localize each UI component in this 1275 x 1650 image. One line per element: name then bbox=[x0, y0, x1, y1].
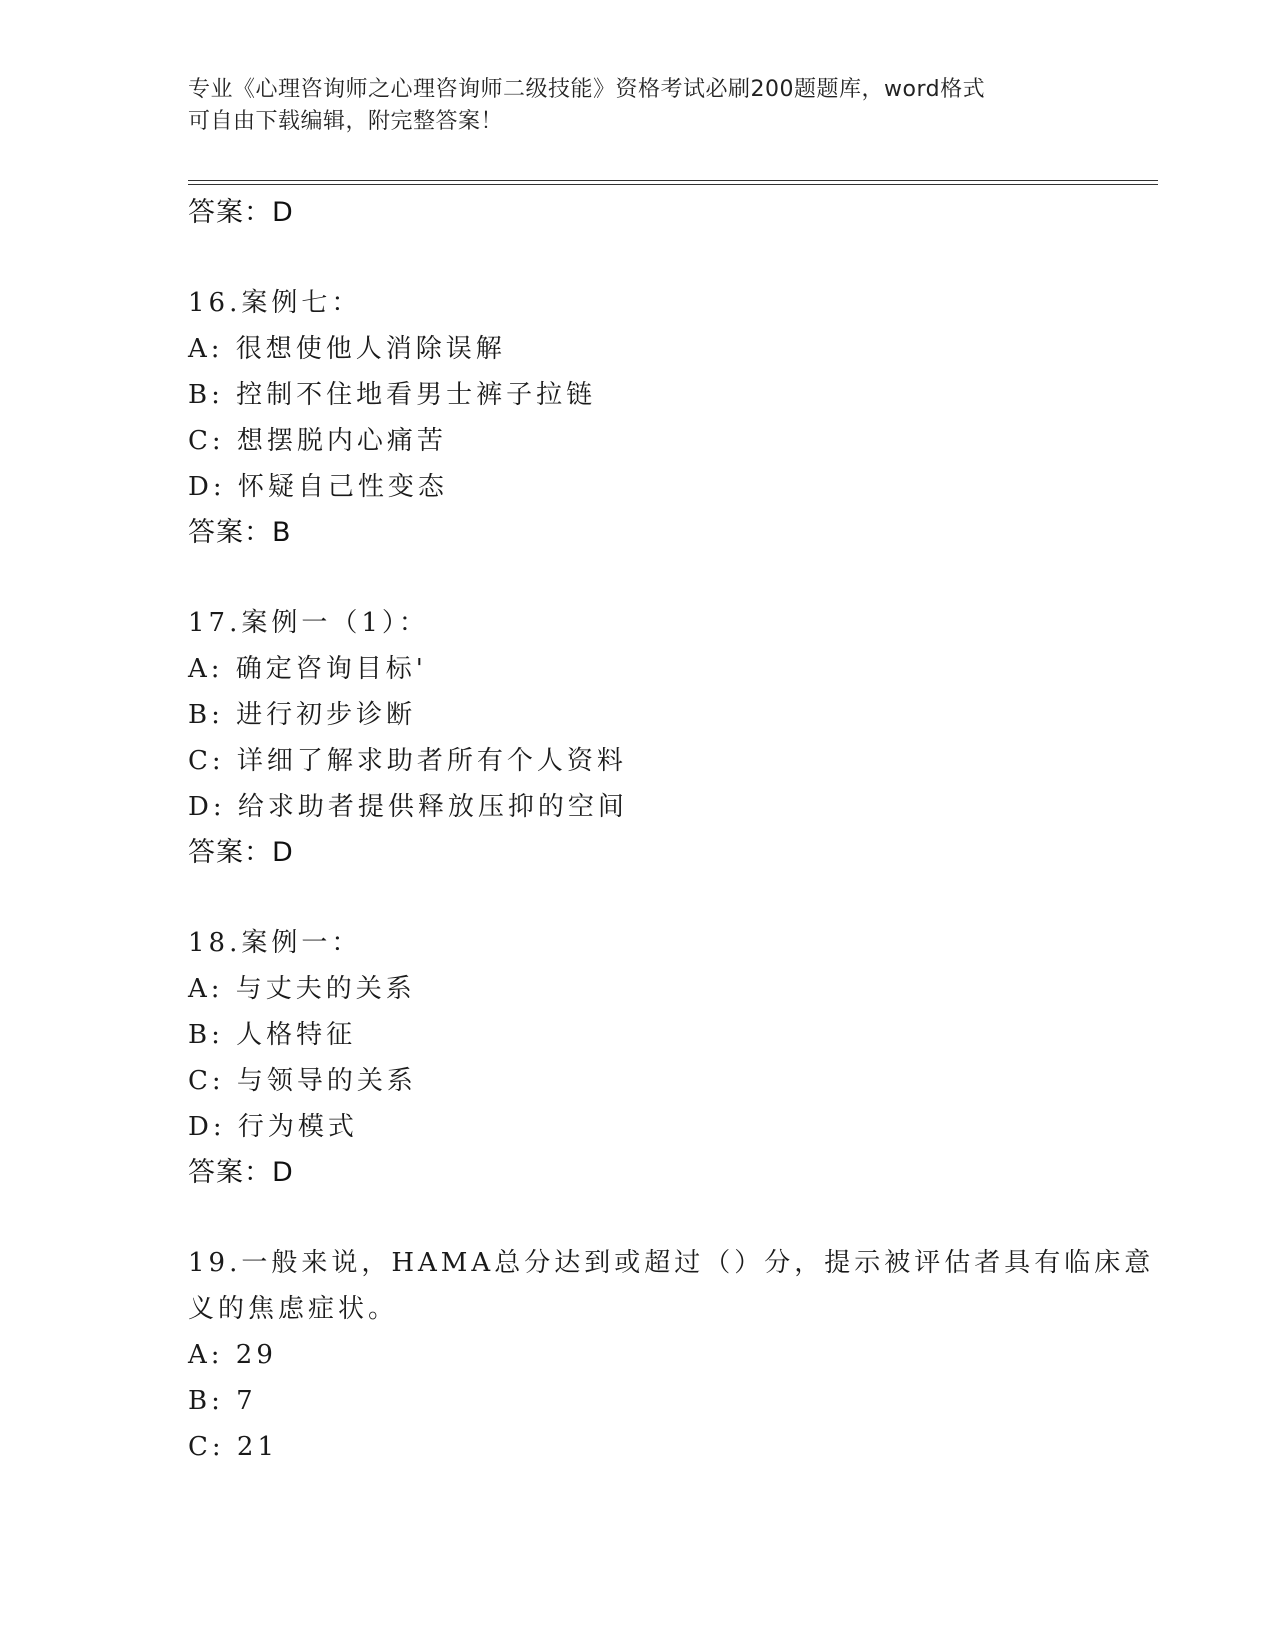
option-d: D: 行为模式 bbox=[188, 1112, 358, 1142]
page-header bbox=[188, 74, 1088, 138]
option-c: C: 详细了解求助者所有个人资料 bbox=[188, 746, 627, 776]
option-d: D: 给求助者提供释放压抑的空间 bbox=[188, 792, 628, 822]
answer-label: 答案：D bbox=[188, 197, 294, 228]
option-b: B: 人格特征 bbox=[188, 1020, 357, 1050]
question-18 bbox=[188, 920, 1148, 1196]
answer-label: 答案：D bbox=[188, 837, 294, 868]
header-divider bbox=[188, 180, 1158, 185]
question-stem-line-2: 义的焦虑症状。 bbox=[188, 1294, 399, 1324]
header-line-1: 专业《心理咨询师之心理咨询师二级技能》资格考试必刷200题题库，word格式 bbox=[188, 77, 986, 102]
previous-answer-block bbox=[188, 190, 1148, 236]
question-17 bbox=[188, 600, 1148, 876]
option-a: A: 与丈夫的关系 bbox=[188, 974, 416, 1004]
question-16 bbox=[188, 280, 1148, 556]
question-stem: 17.案例一（1）： bbox=[188, 608, 429, 638]
question-19 bbox=[188, 1240, 1155, 1470]
option-b: B: 进行初步诊断 bbox=[188, 700, 417, 730]
option-c: C: 21 bbox=[188, 1432, 279, 1462]
option-b: B: 7 bbox=[188, 1386, 257, 1416]
answer-label: 答案：D bbox=[188, 1157, 294, 1188]
header-line-2: 可自由下载编辑，附完整答案！ bbox=[188, 109, 504, 134]
option-b: B: 控制不住地看男士裤子拉链 bbox=[188, 380, 597, 410]
question-stem: 16.案例七： bbox=[188, 288, 362, 318]
option-a: A: 很想使他人消除误解 bbox=[188, 334, 506, 364]
option-a: A: 确定咨询目标' bbox=[188, 654, 427, 684]
option-d: D: 怀疑自己性变态 bbox=[188, 472, 448, 502]
question-stem-line-1: 19.一般来说，HAMA总分达到或超过（）分，提示被评估者具有临床意 bbox=[188, 1248, 1155, 1278]
answer-label: 答案：B bbox=[188, 517, 292, 548]
question-stem: 18.案例一： bbox=[188, 928, 362, 958]
option-a: A: 29 bbox=[188, 1340, 277, 1370]
option-c: C: 想摆脱内心痛苦 bbox=[188, 426, 447, 456]
document-body bbox=[188, 190, 1155, 1514]
option-c: C: 与领导的关系 bbox=[188, 1066, 417, 1096]
